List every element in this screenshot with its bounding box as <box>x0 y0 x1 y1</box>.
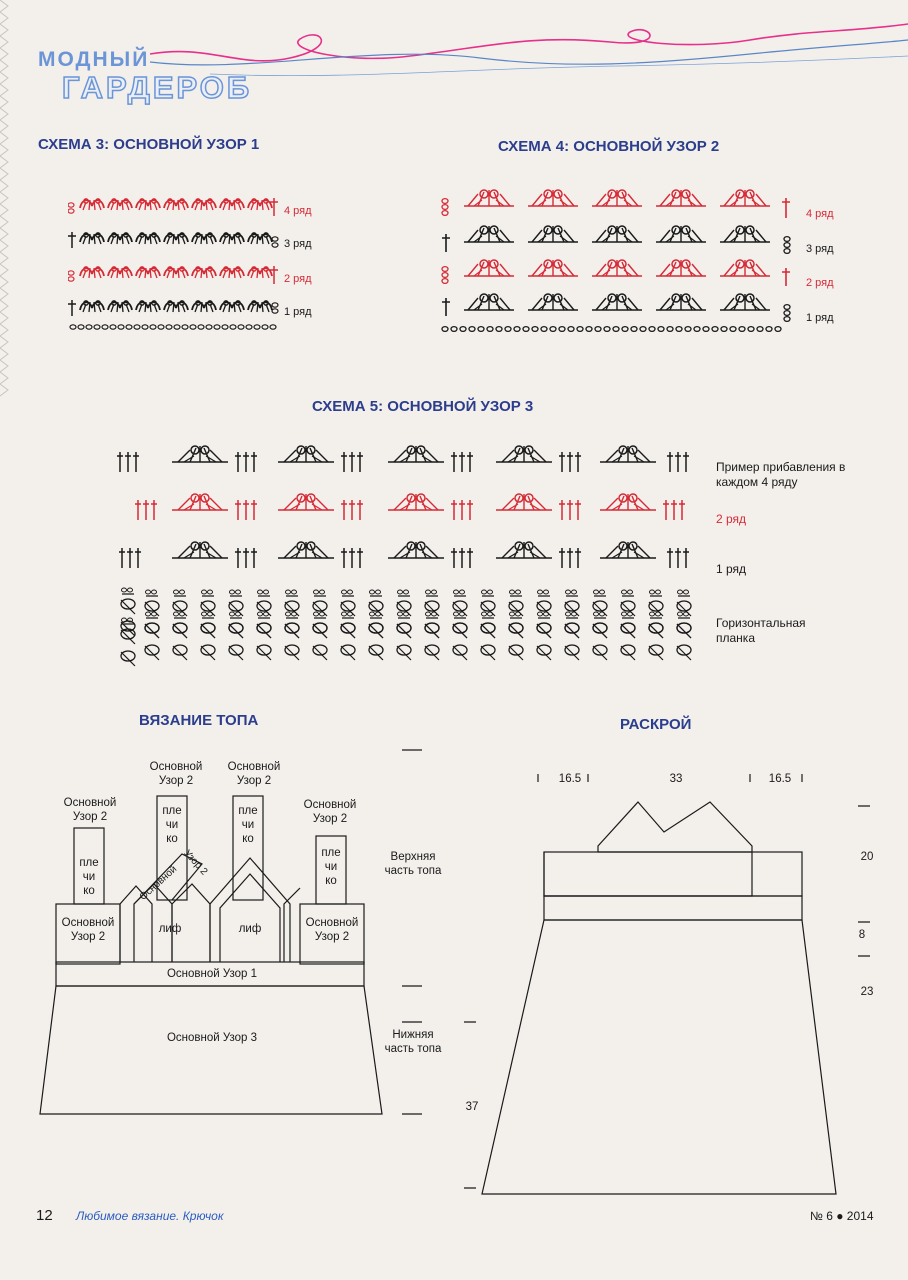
dim-right-16-5: 16.5 <box>768 773 792 785</box>
dim-20: 20 <box>860 851 874 863</box>
scheme5-increase-label: Пример прибавления в каждом 4 ряду <box>716 460 846 489</box>
scheme3-title: СХЕМА 3: ОСНОВНОЙ УЗОР 1 <box>38 136 260 153</box>
pattern3-label: Основной Узор 3 <box>166 1032 258 1044</box>
scheme3-foundation-chain <box>70 325 276 329</box>
dim-8: 8 <box>858 929 866 941</box>
scheme4-row3 <box>442 226 790 253</box>
scheme5-title: СХЕМА 5: ОСНОВНОЙ УЗОР 3 <box>312 398 534 415</box>
scheme4-chart <box>438 186 804 336</box>
scheme3-row2 <box>68 266 278 284</box>
scheme4-foundation-chain <box>442 327 781 332</box>
lower-part-label: Нижняя часть топа <box>384 1029 442 1055</box>
cutting-diagram <box>458 760 878 1200</box>
scheme3-chart <box>68 190 284 340</box>
shoulder-label-left: пле чи ко <box>79 857 99 897</box>
shoulder-label-center-left: пле чи ко <box>162 805 182 845</box>
scheme5-horizontal-band <box>121 588 691 666</box>
waist-band-block <box>544 896 802 920</box>
upper-part-label: Верхняя часть топа <box>384 851 442 877</box>
upper-top-block <box>544 852 752 896</box>
scheme4-row4-label: 4 ряд <box>806 208 834 220</box>
shoulder-label-center-right: пле чи ко <box>238 805 258 845</box>
dim-37: 37 <box>465 1101 479 1113</box>
scheme5-row2-label: 2 ряд <box>716 512 747 526</box>
upper-body-block <box>544 852 802 896</box>
dimension-ticks <box>402 750 422 1114</box>
header-swirl-decoration <box>150 14 908 84</box>
svg-text:Узор 2: Узор 2 <box>181 848 210 878</box>
pattern2-label-right-block: Основной Узор 2 <box>305 917 359 943</box>
pattern2-label-left: Основной Узор 2 <box>63 797 117 823</box>
scheme4-title: СХЕМА 4: ОСНОВНОЙ УЗОР 2 <box>498 138 720 155</box>
pattern2-label-center-right: Основной Узор 2 <box>227 761 281 787</box>
dim-23: 23 <box>860 986 874 998</box>
issue-number: № 6 ● 2014 <box>810 1209 874 1223</box>
scheme3-row2-label: 2 ряд <box>284 273 312 285</box>
scheme5-row1 <box>119 542 689 568</box>
scheme4-row2 <box>442 260 790 286</box>
knitting-title: ВЯЗАНИЕ ТОПА <box>139 712 259 729</box>
page-edge-decoration <box>0 0 14 400</box>
lower-skirt <box>40 986 382 1114</box>
bodice-label-left: лиф <box>158 923 182 935</box>
brand-top-text: МОДНЫЙ <box>38 48 150 71</box>
scheme4-row2-label: 2 ряд <box>806 277 834 289</box>
scheme4-row1-label: 1 ряд <box>806 312 834 324</box>
pattern2-label-right: Основной Узор 2 <box>303 799 357 825</box>
svg-text:Основной: Основной <box>137 863 180 903</box>
scheme5-band-label: Горизонтальная планка <box>716 616 806 645</box>
right-bodice-inner <box>220 874 280 962</box>
dim-center-33: 33 <box>669 773 683 785</box>
scheme5-row-increase <box>117 446 689 472</box>
cutting-title: РАСКРОЙ <box>620 716 692 733</box>
page-number: 12 <box>36 1207 53 1224</box>
scheme5-row1-label: 1 ряд <box>716 562 747 576</box>
dim-left-16-5: 16.5 <box>558 773 582 785</box>
pattern2-label-left-block: Основной Узор 2 <box>61 917 115 943</box>
pattern2-label-center-left: Основной Узор 2 <box>149 761 203 787</box>
brand-bottom-text: ГАРДЕРОБ <box>62 70 253 105</box>
scheme3-row4-label: 4 ряд <box>284 205 312 217</box>
scheme3-row4 <box>68 198 278 216</box>
scheme5-chart <box>112 442 702 670</box>
scheme4-row1 <box>442 294 790 321</box>
neckline-shape <box>598 802 752 852</box>
shoulder-label-right: пле чи ко <box>321 847 341 887</box>
scheme3-row3 <box>68 232 278 248</box>
scheme4-row4 <box>442 190 790 218</box>
bodice-label-right: лиф <box>238 923 262 935</box>
scheme3-row1-label: 1 ряд <box>284 306 312 318</box>
magazine-title: Любимое вязание. Крючок <box>76 1209 224 1223</box>
scheme4-row3-label: 3 ряд <box>806 243 834 255</box>
scheme5-row2 <box>135 494 685 520</box>
pattern1-label: Основной Узор 1 <box>166 968 258 980</box>
scheme3-row1 <box>68 300 278 316</box>
scheme3-row3-label: 3 ряд <box>284 238 312 250</box>
skirt-block <box>482 920 836 1194</box>
side-dimension-ticks <box>464 806 870 1188</box>
